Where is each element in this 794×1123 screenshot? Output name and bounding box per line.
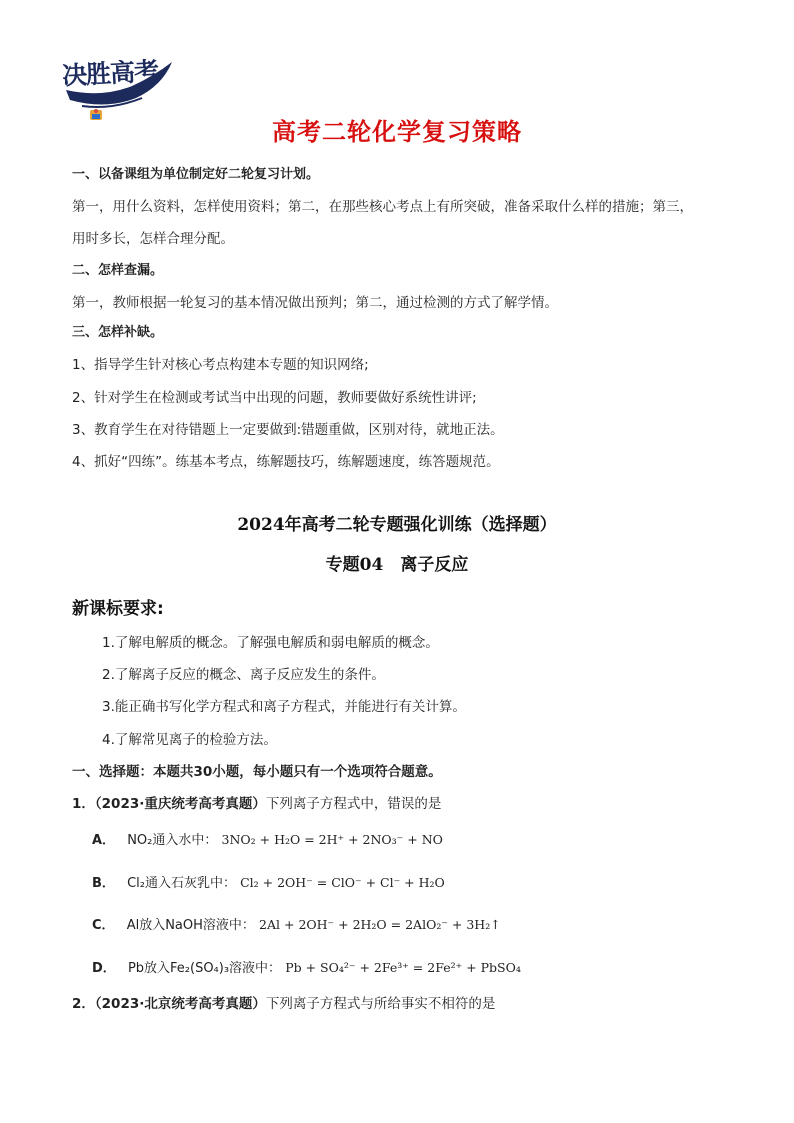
strategy-item-1 [72, 355, 752, 375]
section-heading-text: 一、选择题：本题共30小题，每小题只有一个选项符合题意。 [72, 764, 442, 780]
question-number: 2． [72, 996, 95, 1012]
question-number: 1． [72, 796, 95, 812]
option-desc: NO₂通入水中： [127, 833, 218, 848]
list-item: 2、针对学生在检测或考试当中出现的问题，教师要做好系统性讲评; [72, 390, 477, 406]
section-heading [72, 760, 442, 780]
strategy-line: 第一，用什么资料，怎样使用资料；第二，在那些核心考点上有所突破，准备采取什么样的措施；第三， [72, 199, 693, 215]
option-a[interactable] [92, 829, 443, 848]
list-item: 3、教育学生在对待错题上一定要做到:错题重做，区别对待，就地正法。 [72, 422, 504, 438]
strategy-line: 第一，教师根据一轮复习的基本情况做出预判；第二，通过检测的方式了解学情。 [72, 295, 558, 311]
question-source: （2023·重庆统考高考真题） [94, 796, 266, 812]
question-1 [72, 792, 441, 812]
page-title: 高考二轮化学复习策略 [272, 118, 522, 146]
strategy-heading-2: 二、怎样查漏。 [72, 263, 164, 278]
list-item: 1、指导学生针对核心考点构建本专题的知识网络; [72, 357, 369, 373]
strategy-line: 用时多长，怎样合理分配。 [72, 231, 234, 247]
strategy-heading-1: 一、以备课组为单位制定好二轮复习计划。 [72, 167, 320, 182]
strategy-heading-2-wrap [72, 261, 752, 281]
strategy-item-2 [72, 388, 752, 408]
strategy-text-2 [72, 293, 752, 313]
topic-title: 专题04 离子反应 [325, 555, 469, 575]
requirement-item: 2.了解离子反应的概念、离子反应发生的条件。 [102, 667, 385, 683]
strategy-heading-3-wrap [72, 323, 752, 343]
question-stem: 下列离子方程式中，错误的是 [265, 796, 442, 812]
option-equation: Cl₂ + 2OH⁻ = ClO⁻ + Cl⁻ + H₂O [240, 875, 445, 890]
requirement-item: 4.了解常见离子的检验方法。 [102, 732, 277, 748]
requirements-heading: 新课标要求: [72, 599, 164, 619]
option-desc: Pb放入Fe₂(SO₄)₃溶液中： [127, 961, 282, 976]
option-equation: Pb + SO₄²⁻ + 2Fe³⁺ = 2Fe²⁺ + PbSO₄ [285, 960, 521, 975]
strategy-item-3 [72, 420, 752, 440]
option-c[interactable] [92, 914, 501, 933]
option-desc: Al放入NaOH溶液中： [126, 918, 255, 933]
option-letter: B． [92, 876, 115, 891]
training-title: 2024年高考二轮专题强化训练（选择题） [237, 515, 557, 535]
requirement-item: 1.了解电解质的概念。了解强电解质和弱电解质的概念。 [102, 635, 439, 651]
list-item: 4、抓好“四练”。练基本考点，练解题技巧，练解题速度，练答题规范。 [72, 454, 500, 470]
option-desc: Cl₂通入石灰乳中： [127, 876, 236, 891]
option-letter: D． [92, 961, 116, 976]
option-b[interactable] [92, 872, 445, 891]
option-equation: 2Al + 2OH⁻ + 2H₂O = 2AlO₂⁻ + 3H₂↑ [259, 917, 501, 932]
question-stem: 下列离子方程式与所给事实不相符的是 [265, 996, 496, 1012]
strategy-text-1b [72, 229, 752, 249]
requirement-item: 3.能正确书写化学方程式和离子方程式，并能进行有关计算。 [102, 699, 466, 715]
strategy-text-1 [72, 197, 752, 217]
option-letter: C． [92, 918, 115, 933]
question-source: （2023·北京统考高考真题） [94, 996, 266, 1012]
strategy-section [72, 165, 752, 185]
option-equation: 3NO₂ + H₂O = 2H⁺ + 2NO₃⁻ + NO [221, 832, 443, 847]
strategy-item-4 [72, 452, 752, 472]
strategy-heading-3: 三、怎样补缺。 [72, 325, 164, 340]
logo-text: 决胜高考 [61, 56, 159, 91]
option-d[interactable] [92, 957, 521, 976]
option-letter: A． [92, 833, 116, 848]
question-2 [72, 992, 495, 1012]
